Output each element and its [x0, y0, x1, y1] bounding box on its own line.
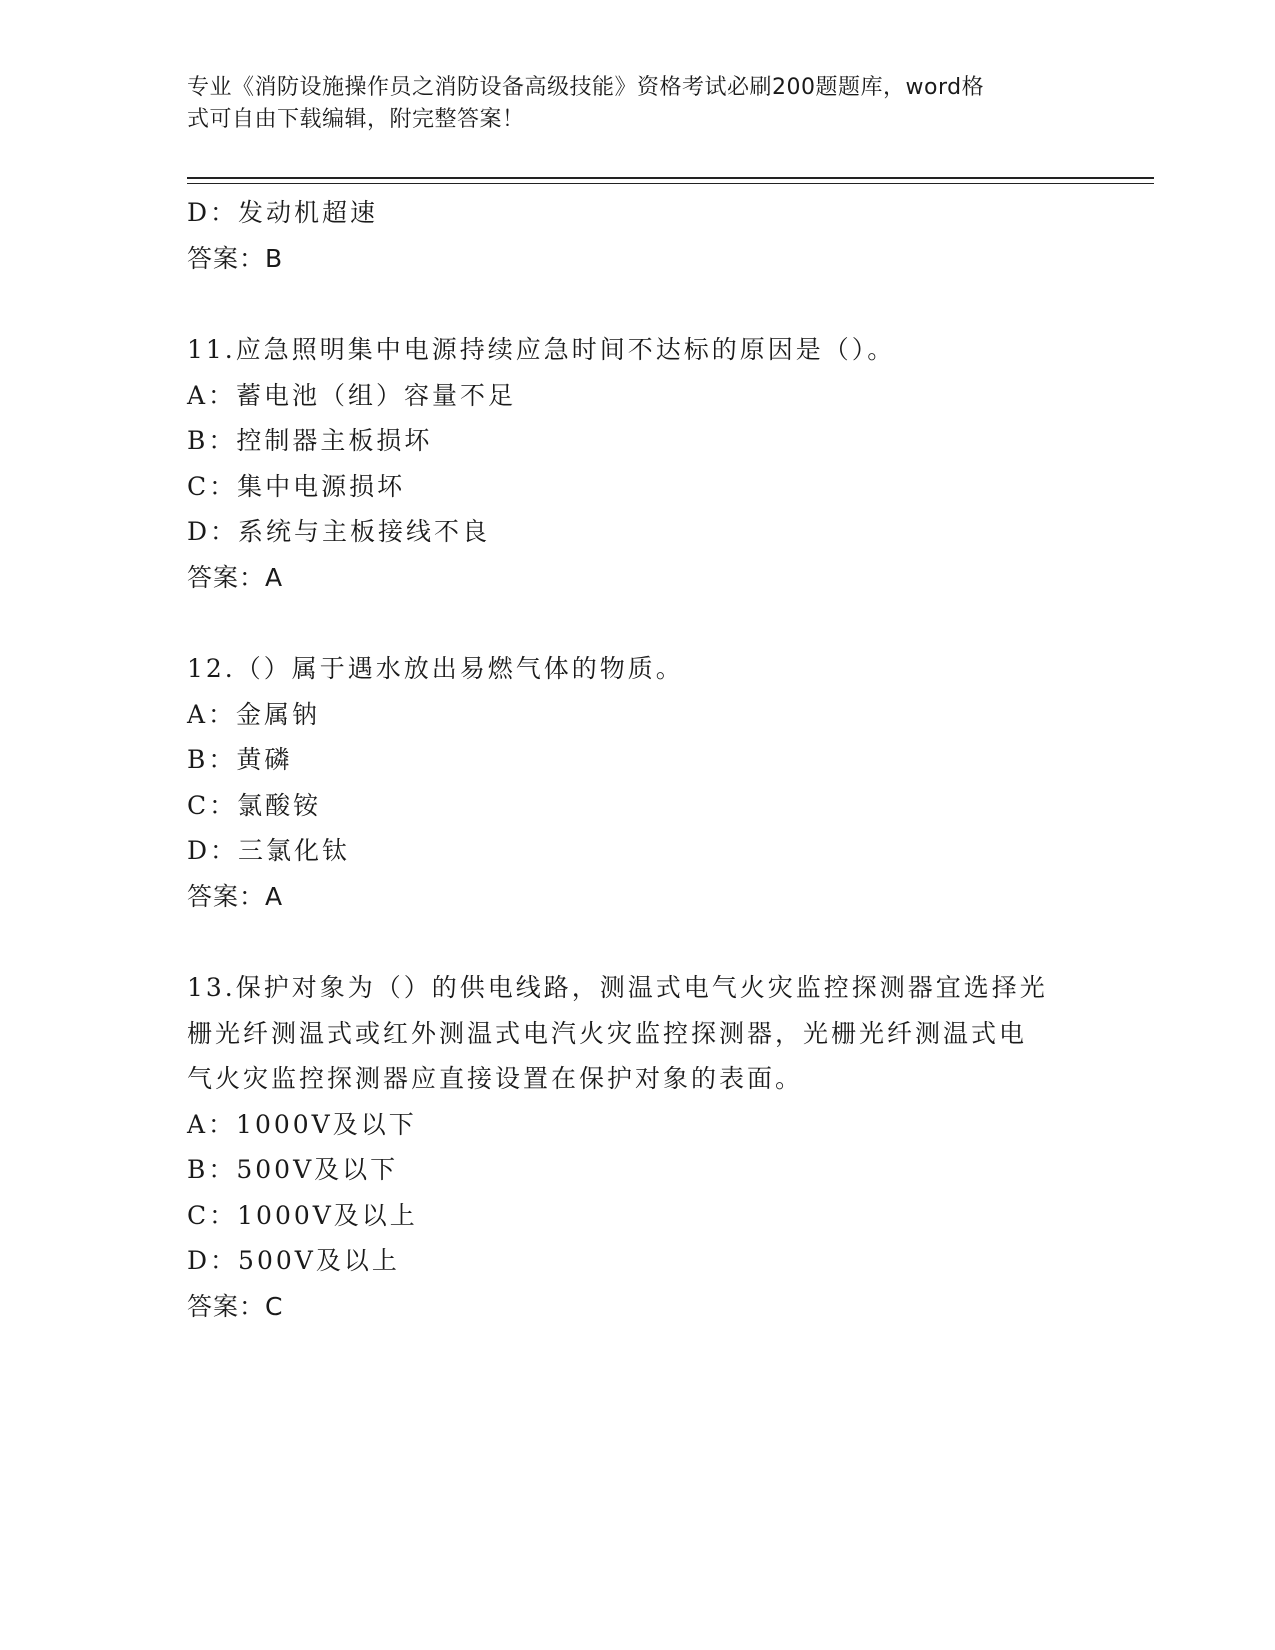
header-line-1: 专业《消防设施操作员之消防设备高级技能》资格考试必刷200题题库，word格 — [187, 75, 985, 100]
option-c: C：1000V及以上 — [187, 1200, 418, 1230]
option-d: D：系统与主板接线不良 — [187, 517, 491, 546]
question-stem-line-1: 13.保护对象为（）的供电线路，测温式电气火灾监控探测器宜选择光 — [187, 973, 1048, 1002]
option-d: D：500V及以上 — [187, 1246, 400, 1275]
prev-option-d: D：发动机超速 — [187, 198, 379, 227]
question-12 — [187, 646, 1087, 919]
header-divider-thick — [187, 177, 1154, 179]
question-13 — [187, 965, 1087, 1329]
option-a: A：金属钠 — [187, 699, 321, 729]
option-d: D：三氯化钛 — [187, 836, 351, 865]
question-stem-line-3: 气火灾监控探测器应直接设置在保护对象的表面。 — [187, 1064, 804, 1093]
answer: 答案：A — [187, 881, 284, 911]
option-b: B：黄磷 — [187, 745, 293, 774]
question-content — [187, 190, 1087, 1329]
prev-answer: 答案：B — [187, 243, 284, 273]
option-c: C：氯酸铵 — [187, 790, 322, 820]
answer: 答案：A — [187, 562, 284, 592]
header-divider-thin — [187, 183, 1154, 184]
option-c: C：集中电源损坏 — [187, 471, 406, 501]
spacer — [187, 600, 1087, 646]
document-header — [187, 72, 1087, 136]
question-stem-line-2: 栅光纤测温式或红外测温式电汽火灾监控探测器，光栅光纤测温式电 — [187, 1018, 1028, 1048]
question-stem: 11.应急照明集中电源持续应急时间不达标的原因是（）。 — [187, 335, 896, 364]
question-11 — [187, 327, 1087, 600]
question-stem: 12.（）属于遇水放出易燃气体的物质。 — [187, 654, 684, 683]
option-a: A：1000V及以下 — [187, 1109, 417, 1139]
option-a: A：蓄电池（组）容量不足 — [187, 380, 517, 410]
option-b: B：控制器主板损坏 — [187, 426, 433, 455]
spacer — [187, 281, 1087, 327]
header-line-2: 式可自由下载编辑，附完整答案！ — [187, 107, 525, 132]
spacer — [187, 919, 1087, 965]
answer: 答案：C — [187, 1291, 284, 1321]
option-b: B：500V及以下 — [187, 1155, 399, 1184]
